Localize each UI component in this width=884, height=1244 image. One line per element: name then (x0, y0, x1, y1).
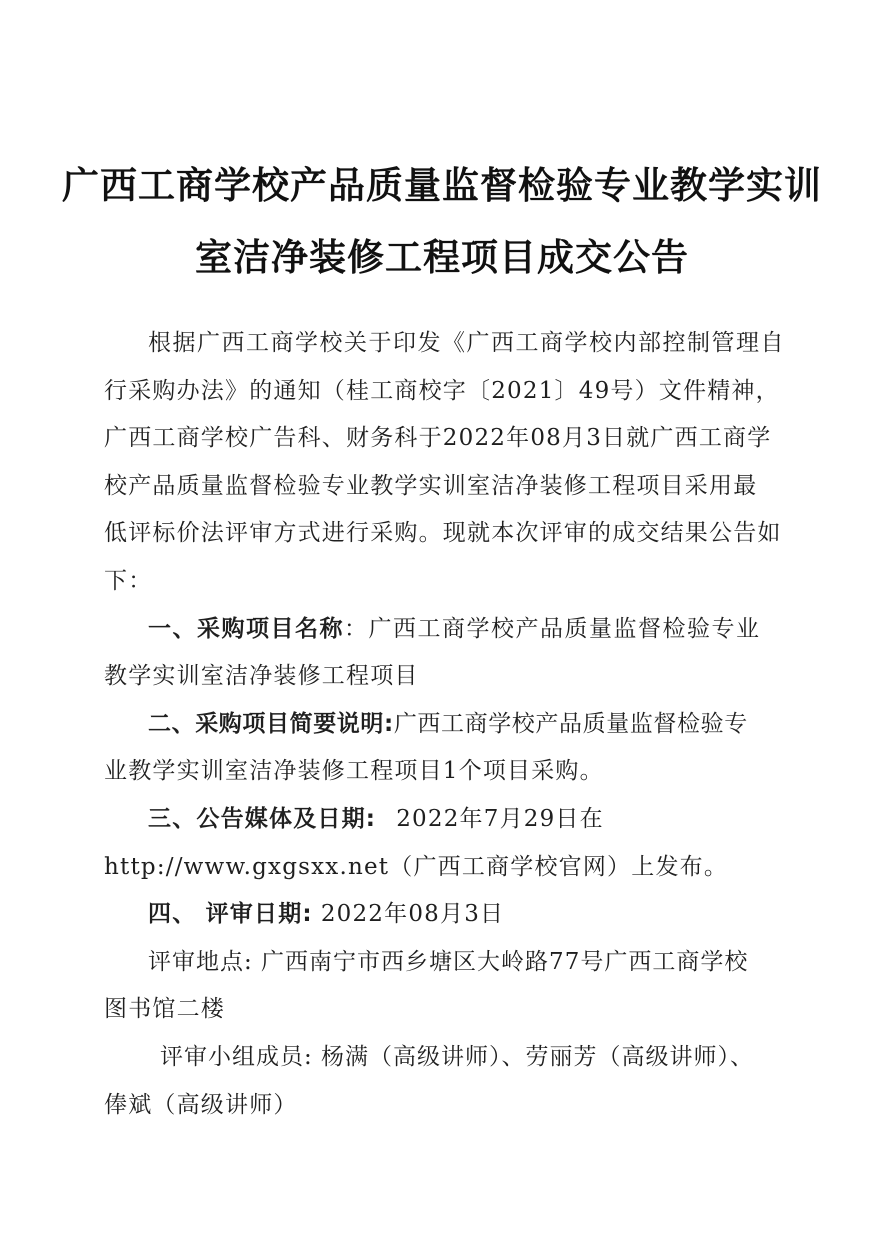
document-title-line-2: 室洁净装修工程项目成交公告 (195, 236, 689, 279)
intro-line-3: 广西工商学校广告科、财务科于2022年08月3日就广西工商学 (104, 425, 772, 451)
intro-line-4: 校产品质量监督检验专业教学实训室洁净装修工程项目采用最 (104, 473, 758, 499)
section-2-text-2: 业教学实训室洁净装修工程项目1个项目采购。 (104, 758, 604, 784)
section-3-label: 三、公告媒体及日期: (148, 806, 377, 832)
section-3-text-1: 2022年7月29日在 (396, 806, 604, 832)
section-2-label: 二、采购项目简要说明: (148, 711, 394, 737)
section-1-text-1: 广西工商学校产品质量监督检验专业 (368, 616, 761, 642)
section-1-label: 一、采购项目名称 (148, 616, 344, 642)
members-line-1: 评审小组成员: 杨满（高级讲师）、劳丽芳（高级讲师）、 (160, 1044, 755, 1070)
location-line-2: 图书馆二楼 (104, 996, 225, 1022)
intro-line-6: 下： (104, 568, 153, 594)
intro-line-2: 行采购办法》的通知（桂工商校字〔2021〕49号）文件精神， (104, 378, 780, 404)
section-4-text-1: 2022年08月3日 (320, 901, 505, 927)
members-line-2: 俸斌（高级讲师） (104, 1092, 298, 1118)
intro-line-5: 低评标价法评审方式进行采购。现就本次评审的成交结果公告如 (104, 520, 782, 546)
document-title-line-1: 广西工商学校产品质量监督检验专业教学实训 (62, 164, 822, 207)
section-1-line-1 (148, 614, 761, 644)
section-4-label: 四、 评审日期: (148, 901, 313, 927)
location-line-1: 评审地点: 广西南宁市西乡塘区大岭路77号广西工商学校 (148, 949, 749, 975)
section-3-text-2: http://www.gxgsxx.net（广西工商学校官网）上发布。 (104, 854, 729, 880)
section-1-colon: ： (344, 616, 369, 642)
section-2-text-1: 广西工商学校产品质量监督检验专 (393, 711, 748, 737)
intro-line-1: 根据广西工商学校关于印发《广西工商学校内部控制管理自 (148, 330, 785, 356)
section-3-line-1 (148, 804, 604, 834)
section-1-text-2: 教学实训室洁净装修工程项目 (104, 663, 419, 689)
section-2-line-1 (148, 709, 748, 739)
section-4-line-1 (148, 899, 504, 929)
